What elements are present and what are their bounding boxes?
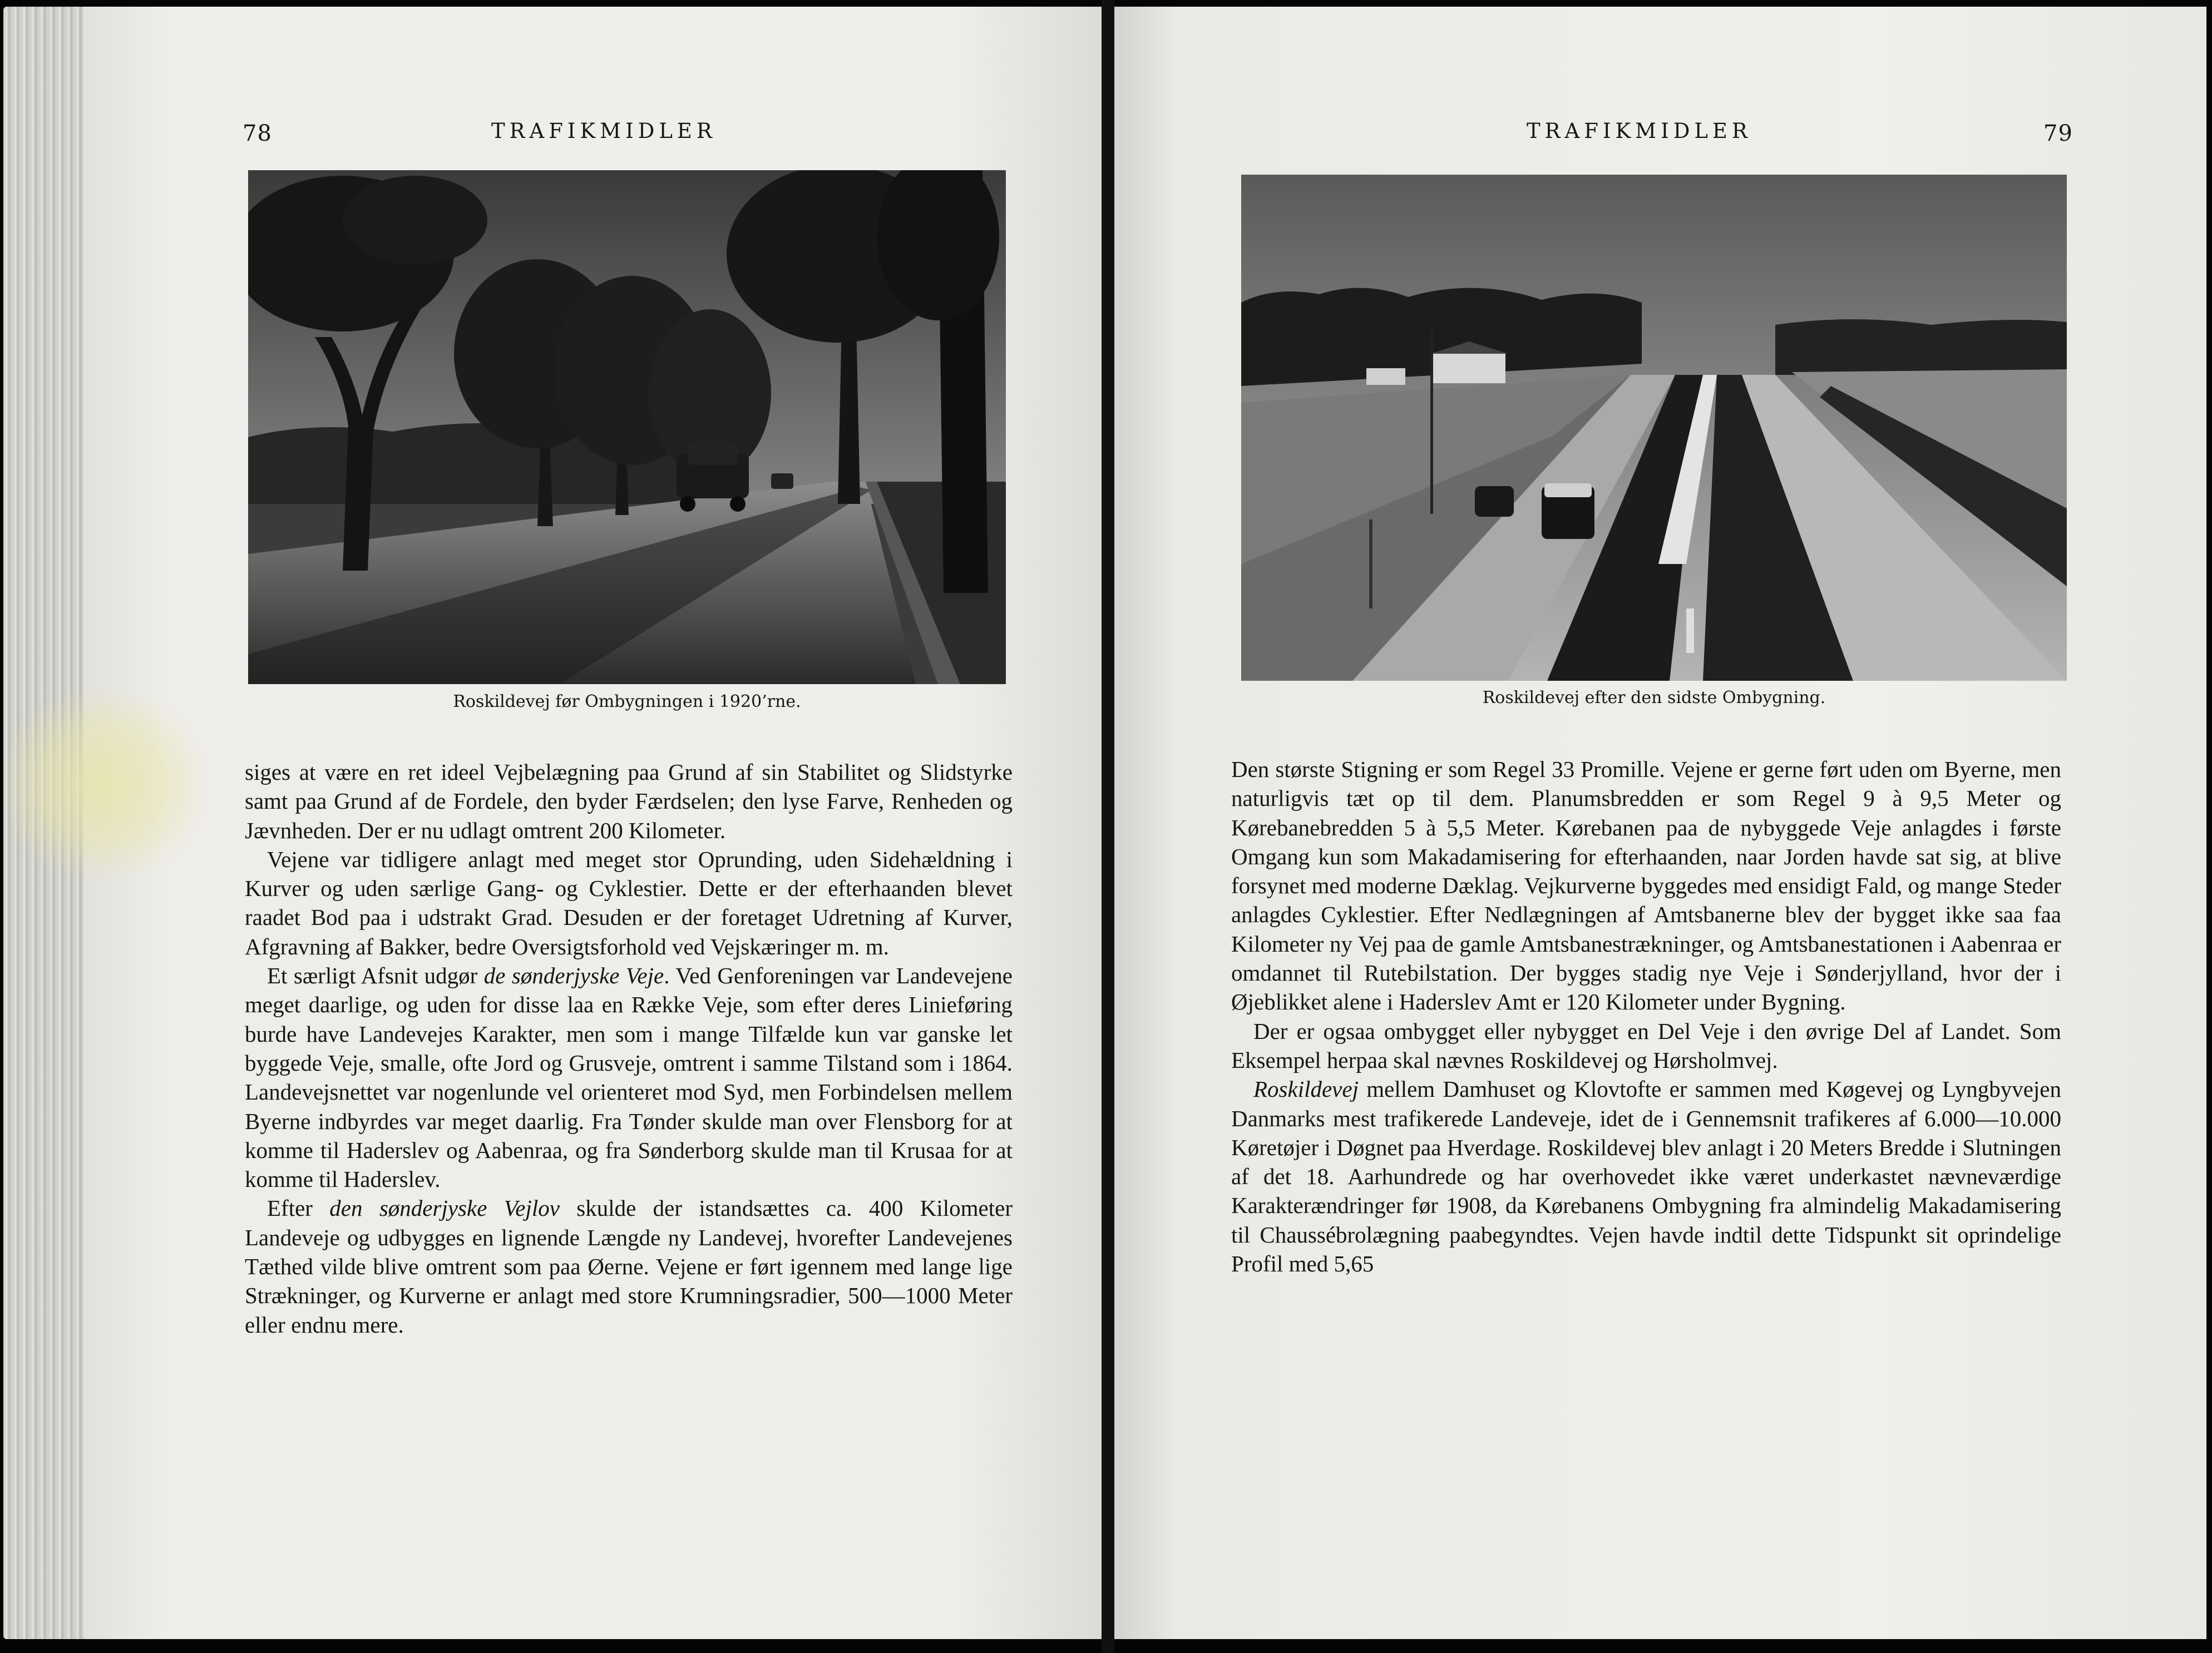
left-photo-tree-lined-road — [248, 170, 1006, 684]
right-figure-caption: Roskildevej efter den sidste Ombygning. — [1482, 688, 1826, 707]
right-page-number: 79 — [2043, 121, 2073, 146]
right-paragraph-1: Den største Stigning er som Regel 33 Promille. Vejene er gerne ført uden om Byerne, men naturligvis tæt op til dem. Planumsbredden er som Regel 9 à 9,5 Meter og Kørebanebredden 5 à 5,5 Meter. Kørebanen paa de nybyggede Veje anlagdes i første Omgang kun som Makadamisering for efterhaanden, naar Jorden havde sat sig, at blive forsynet med moderne Dæklag. Vejkurverne byggedes med ensidigt Fald, og mange Steder anlagdes Cyklestier. Efter Nedlægningen af Amtsbanerne blev der bygget ikke saa faa Kilometer ny Vej paa de gamle Amtsbanestrækninger, og Amtsbanestationen i Aabenraa er omdannet til Rutebilstation. Der bygges stadig nye Veje i Sønderjylland, hvor der i Øjeblikket alene i Haderslev Amt er 120 Kilometer under Bygning. — [1231, 756, 2061, 1015]
left-paragraph-2: Vejene var tidligere anlagt med meget stor Oprunding, uden Sidehældning i Kurver og uden særlige Gang- og Cyklestier. Dette er der efterhaanden blevet raadet Bod paa i udstrakt Grad. Desuden er der foretaget Udretning af Kurver, Afgravning af Bakker, bedre Oversigtsforhold ved Vejskæringer m. m. — [245, 846, 1013, 959]
left-paragraph-1: siges at være en ret ideel Vejbelægning paa Grund af sin Stabilitet og Slidstyrke samt paa Grund af de Fordele, den byder Færdselen; den lyse Farve, Renheden og Jævnheden. Der er nu udlagt omtrent 200 Kilometer. — [245, 759, 1013, 843]
road-before-rebuild-illustration — [248, 170, 1006, 684]
right-paragraph-3: Roskildevej mellem Damhuset og Klovtofte er sammen med Køgevej og Lyngbyvejen Danmarks mest trafikerede Landeveje, idet de i Gennemsnit trafikeres af 6.000—10.000 Køretøjer i Døgnet paa Hverdage. Roskildevej blev anlagt i 20 Meters Bredde i Slutningen af det 18. Aarhundrede og har overhovedet ikke været underkastet nævneværdige Karakterændringer før 1908, da Kørebanens Ombygning fra almindelig Makadamisering til Chaussébrolægning paabegyndtes. Vejen havde indtil dette Tidspunkt sit oprindelige Profil med 5,65 — [1231, 1076, 2061, 1277]
right-paragraph-2: Der er ogsaa ombygget eller nybygget en Del Veje i den øvrige Del af Landet. Som Eksempel herpaa skal nævnes Roskildevej og Hørsholmvej. — [1231, 1018, 2061, 1073]
book-gutter — [1102, 0, 1114, 1653]
left-page-number: 78 — [243, 121, 272, 146]
left-page — [83, 7, 1102, 1639]
emphasis-roskildevej: Roskildevej — [1253, 1076, 1359, 1102]
right-body-text — [1231, 755, 2061, 1278]
left-body-text — [245, 758, 1013, 1339]
road-after-rebuild-illustration — [1241, 175, 2067, 681]
left-running-head: TRAFIKMIDLER — [491, 119, 717, 143]
emphasis-sonderjyske-veje: de sønderjyske Veje — [483, 963, 664, 989]
left-paragraph-3: Et særligt Afsnit udgør de sønderjyske Veje. Ved Genforeningen var Landevejene meget daarlige, og uden for disse laa en Række Veje, som efter deres Linieføring burde have Landevejes Karakter, men som i mange Tilfælde kun var ganske let byggede Veje, smalle, ofte Jord og Grusveje, omtrent i samme Tilstand som i 1864. Landevejsnettet var nogenlunde vel orienteret mod Syd, men Forbindelsen mellem Byerne indbyrdes var meget daarlig. Fra Tønder skulde man over Flensborg for at komme til Haderslev og Aabenraa, og fra Sønderborg skulde man til Krusaa for at komme til Haderslev. — [245, 963, 1013, 1192]
left-figure-caption: Roskildevej før Ombygningen i 1920’rne. — [453, 692, 801, 711]
right-running-head: TRAFIKMIDLER — [1527, 119, 1752, 143]
right-photo-modern-road — [1241, 175, 2067, 681]
left-paragraph-4: Efter den sønderjyske Vejlov skulde der istandsættes ca. 400 Kilometer Landeveje og udbygges en lignende Længde ny Landevej, hvorefter Landevejenes Tæthed vilde blive omtrent som paa Øerne. Vejene er ført igennem med lange lige Strækninger, og Kurverne er anlagt med store Krumningsradier, 500—1000 Meter eller endnu mere. — [245, 1195, 1013, 1338]
right-page — [1114, 7, 2206, 1639]
emphasis-vejlov: den sønderjyske Vejlov — [329, 1195, 560, 1221]
